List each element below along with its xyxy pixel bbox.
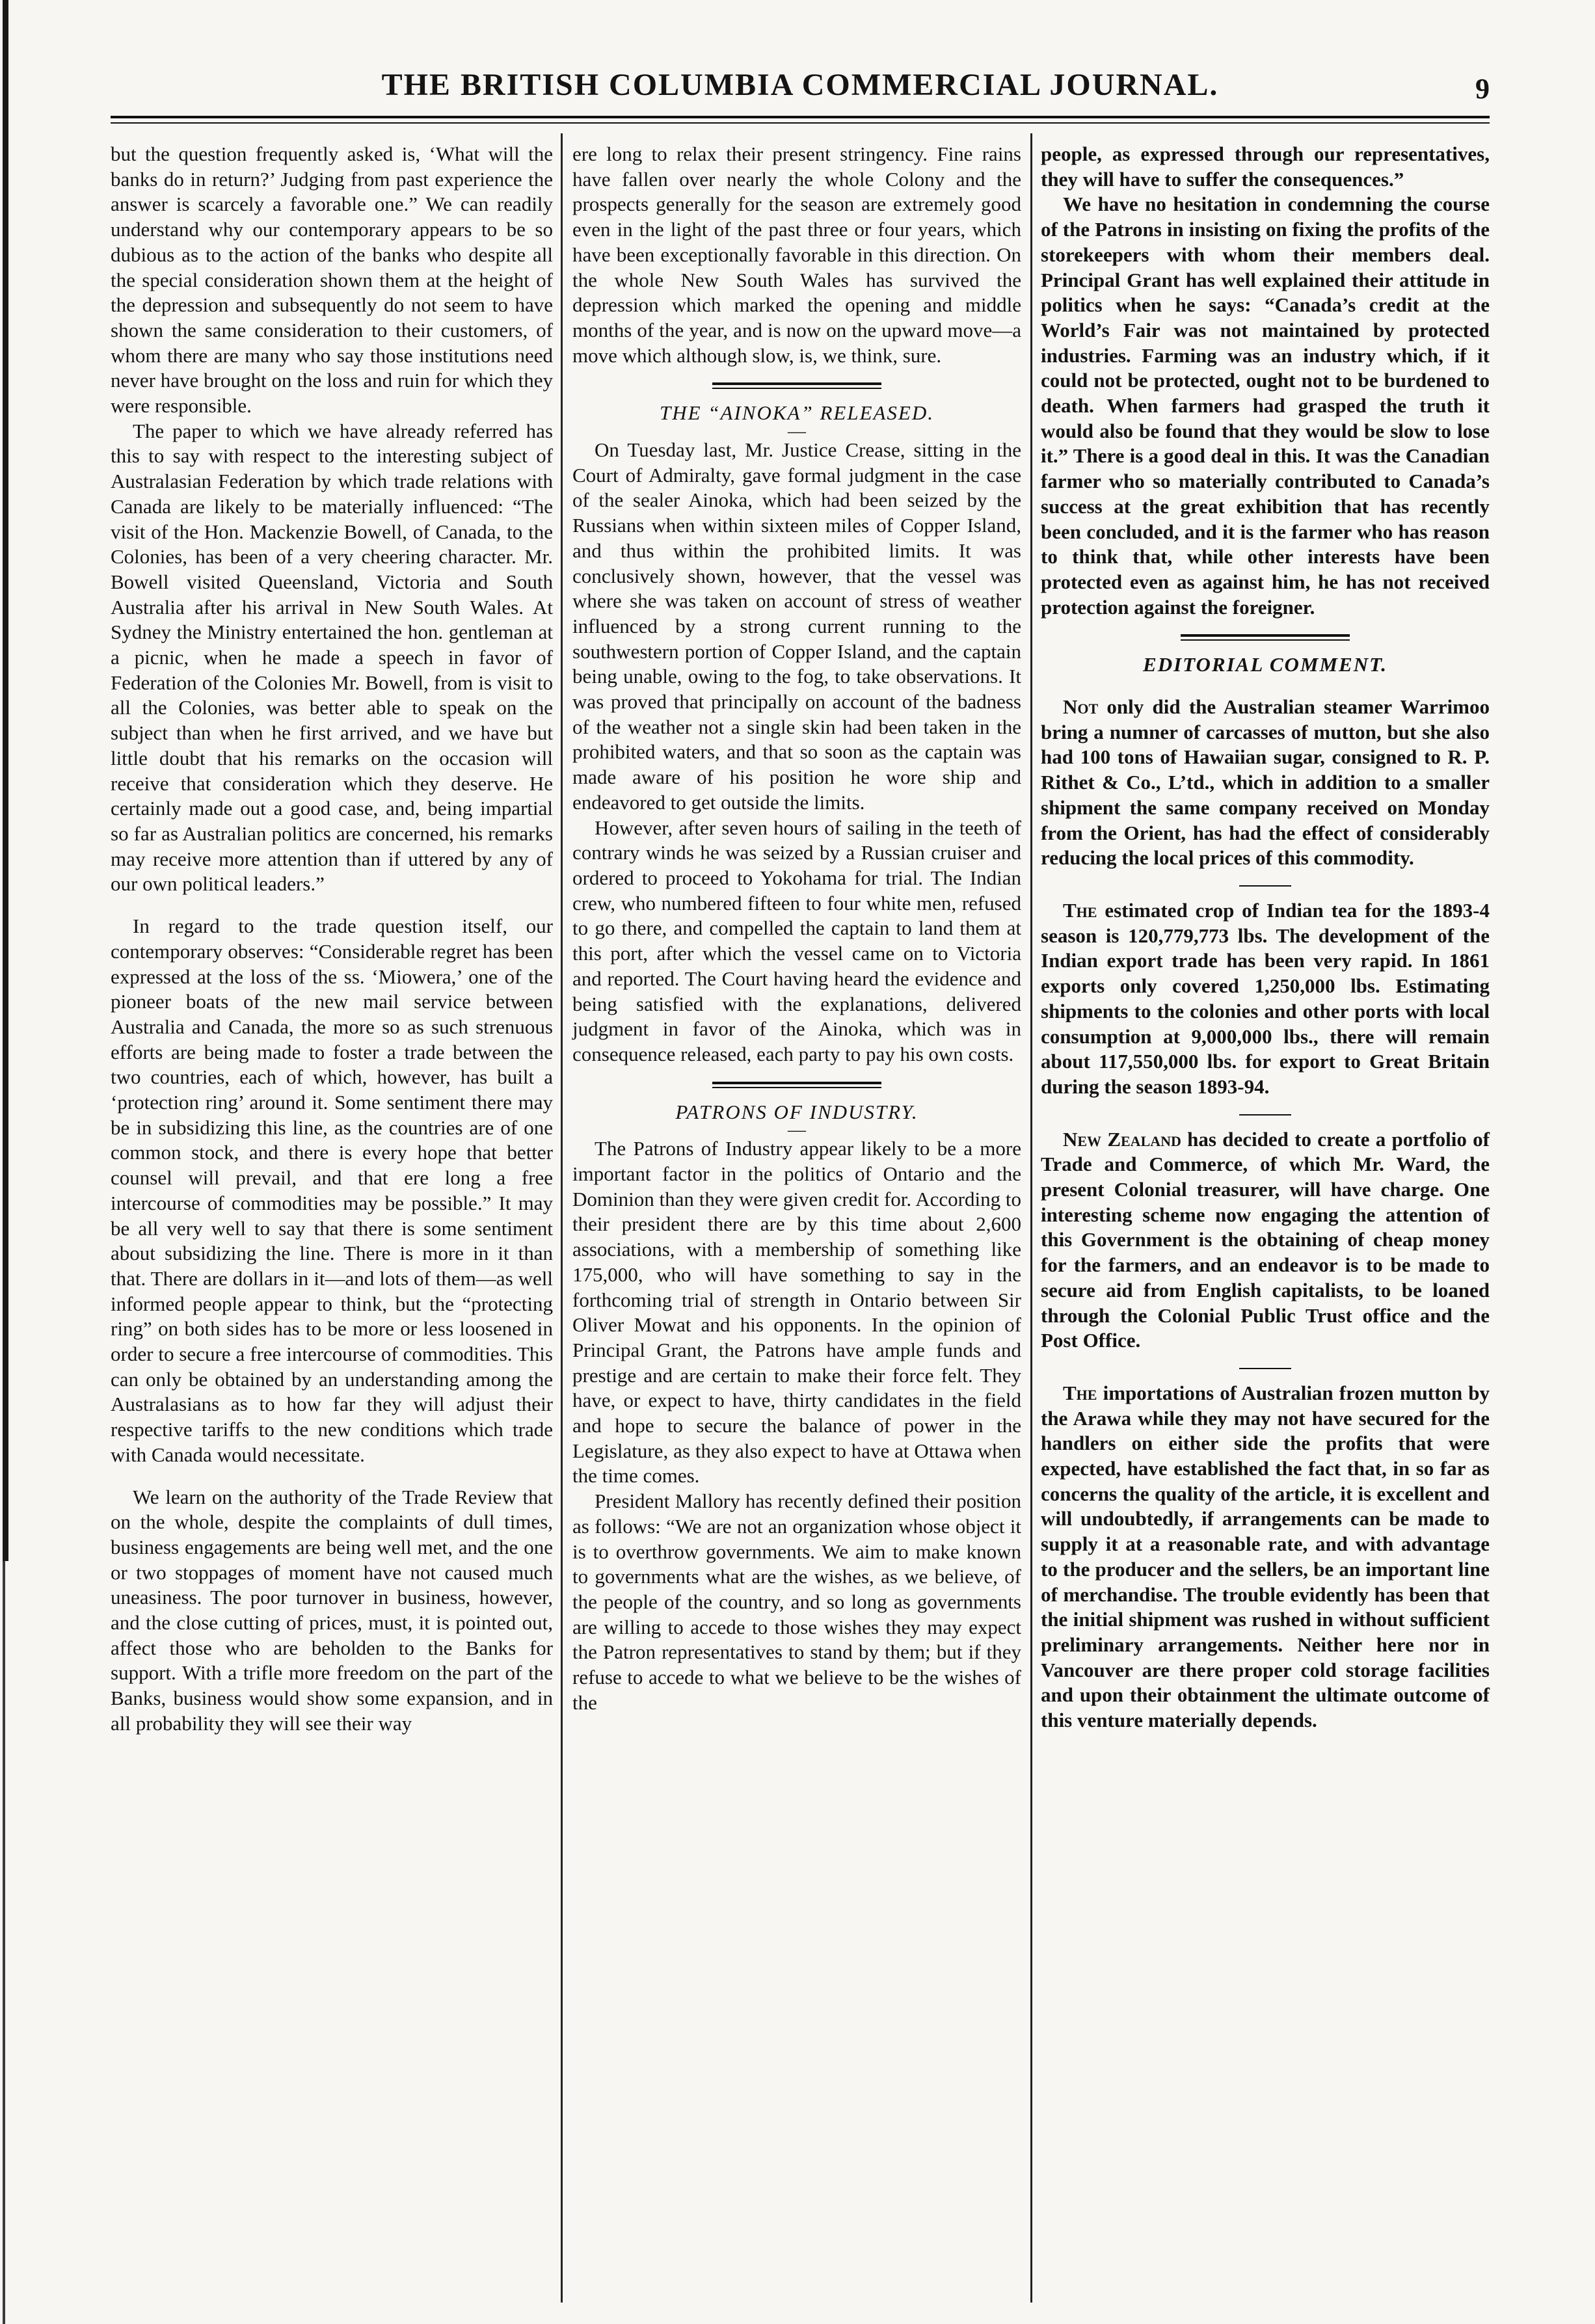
note-lead: Not	[1063, 695, 1099, 719]
section-separator	[712, 382, 881, 389]
column-3	[1041, 142, 1490, 1733]
headline-dash: —	[788, 1120, 806, 1141]
note-text: has decided to create a portfolio of Trade and Commerce, of which Mr. Ward, the present Colonial treasurer, will have charge. One interesting scheme now engaging the attention of this Government is the obtaining of cheap money for the farmers, and an endeavor is to be made to secure aid from English capitalists, to be loaned through the Colonial Public Trust office and the Post Office.	[1041, 1127, 1490, 1352]
headline-patrons: PATRONS OF INDUSTRY.	[675, 1100, 918, 1123]
note-text: only did the Australian steamer Warrimoo bring a numner of carcasses of mutton, but she also had 100 tons of Hawaiian sugar, consigned to R. P. Rithet & Co., L’td., which in addition to a smaller shipment the same company received on Monday from the Orient, has had the effect of considerably reducing the local prices of this commodity.	[1041, 695, 1490, 870]
col2-paragraph: President Mallory has recently defined their position as follows: “We are not an organization whose object it is to overthrow governments. We aim to make known to governments what are the wishes, as we believe, of the people of the country, and so long as governments are willing to accede to those wishes they may expect the Patron representatives to stand by them; but if they refuse to accede to what we believe to be the wishes of the	[572, 1489, 1021, 1714]
header-rule-thin	[111, 122, 1490, 124]
col1-paragraph: The paper to which we have already referred has this to say with respect to the interesting subject of Australasian Federation by which trade relations with Canada are likely to be materially influenced: “The visit of the Hon. Mackenzie Bowell, of Canada, to the Colonies, has been of a very cheering character. Mr. Bowell visited Queensland, Victoria and South Australia after his arrival in New South Wales. At Sydney the Ministry entertained the hon. gentleman at a picnic, when he made a speech in favor of Federation of the Colonies Mr. Bowell, from is visit to all the Colonies, was better able to speak on the subject than when he first arrived, and we have but little doubt that his remarks on the occasion will receive that consideration which they deserve. He certainly made out a good case, and, being impartial so far as Australian politics are concerned, his remarks may receive more attention than if uttered by any of our own political leaders.”	[111, 419, 553, 896]
note-lead: The	[1063, 898, 1097, 922]
col2-paragraph: ere long to relax their present stringency. Fine rains have fallen over nearly the whole Colony and the prospects generally for the season are extremely good even in the light of the past three or four years, which have been exceptionally favorable in this direction. On the whole New South Wales has survived the depression which marked the opening and middle months of the year, and is now on the upward move—a move which although slow, is, we think, sure.	[572, 142, 1021, 367]
note-text: estimated crop of Indian tea for the 1893-4 season is 120,779,773 lbs. The development of the Indian export trade has been very rapid. In 1861 exports only covered 1,250,000 lbs. Estimating shipments to the colonies and other ports with local consumption at 9,000,000 lbs., there will remain about 117,550,000 lbs. for export to Great Britain during the season 1893-94.	[1041, 898, 1490, 1098]
note-lead: New Zealand	[1063, 1127, 1181, 1151]
note-separator	[1239, 885, 1291, 887]
headline-ainoka: THE “AINOKA” RELEASED.	[659, 401, 935, 425]
note-separator	[1239, 1114, 1291, 1115]
column-2	[572, 142, 1021, 1715]
col1-paragraph: In regard to the trade question itself, our contemporary observes: “Considerable regret has been expressed at the loss of the ss. ‘Miowera,’ one of the pioneer boats of the new mail service between Australia and Canada, the more so as such strenuous efforts are being made to foster a trade between the two countries, each of which, however, has built a ‘protection ring’ around it. Some sentiment there may be in subsidizing this line, as the countries are of one common stock, and there is every hope that better counsel will prevail, and that ere long a free intercourse of commodities may be possible.” It may be all very well to say that there is some sentiment about subsidizing the line. There is more in it than that. There are dollars in it—and lots of them—as well informed people appear to think, but the “protecting ring” on both sides has to be more or less loosened in order to secure a free intercourse of commodities. This can only be obtained by an understanding among the Australasians as to how far they will adjust their respective tariffs to the new conditions which trade with Canada would necessitate.	[111, 915, 553, 1466]
col3-paragraph: We have no hesitation in condemning the course of the Patrons in insisting on fixing the profits of the storekeepers with whom their members deal. Principal Grant has well explained their attitude in politics when he says: “Canada’s credit at the World’s Fair was not maintained by protected industries. Farming was an industry which, if it could not be protected, ought not to be burdened to death. When farmers had grasped the truth it would also be found that they would be slow to lose it.” There is a good deal in this. It was the Canadian farmer who so materially contributed to Canada’s success at the great exhibition that has recently been concluded, and it is the farmer who has reason to think that, while other interests have been protected even as against him, he has not received protection against the foreigner.	[1041, 193, 1490, 619]
column-divider-right	[1030, 133, 1032, 2303]
page-edge-lower	[3, 1561, 5, 2324]
section-separator	[1181, 634, 1350, 641]
page-edge	[3, 0, 8, 1561]
note-text: importations of Australian frozen mutton by the Arawa while they may not have secured for the handlers on either side the profits that were expected, have established the fact that, in so far as concerns the quality of the article, it is excellent and will undoubtedly, if arrangements can be made to supply it at a reasonable rate, and with advantage to the producer and the sellers, be an important line of merchandise. The trouble evidently has been that the initial shipment was rushed in without sufficient preliminary arrangements. Neither here nor in Vancouver are there proper cold storage facilities and upon their obtainment the ultimate outcome of this venture materially depends.	[1041, 1381, 1490, 1732]
header-rule-thick	[111, 116, 1490, 118]
col2-paragraph: On Tuesday last, Mr. Justice Crease, sitting in the Court of Admiralty, gave formal judgment in the case of the sealer Ainoka, which had been seized by the Russians when within sixteen miles of Copper Island, and thus within the prohibited limits. It was conclusively shown, however, that the vessel was where she was taken on account of stress of weather influenced by a strong current running to the southwestern portion of Copper Island, and the captain being unable, owing to the fog, to take observations. It was proved that principally on account of the badness of the weather not a single skin had been taken in the prohibited waters, and that so soon as the captain was made aware of his position he wore ship and endeavored to get outside the limits.	[572, 438, 1021, 814]
col1-paragraph: We learn on the authority of the Trade Review that on the whole, despite the complaints of dull times, business engagements are being well met, and the one or two stoppages of moment have not caused much uneasiness. The poor turnover in business, however, and the close cutting of prices, must, it is pointed out, affect those who are beholden to the Banks for support. With a trifle more freedom on the part of the Banks, business would show some expansion, and in all probability they will see their way	[111, 1485, 553, 1735]
editorial-note	[1041, 695, 1490, 871]
section-separator	[712, 1082, 881, 1088]
editorial-note	[1041, 1381, 1490, 1733]
col2-paragraph: The Patrons of Industry appear likely to be a more important factor in the politics of Ontario and the Dominion than they were given credit for. According to their president there are by this time about 2,600 associations, with a membership of something like 175,000, who will have something to say in the forthcoming trial of strength in Ontario between Sir Oliver Mowat and his opponents. In the opinion of Principal Grant, the Patrons have ample funds and prestige and are certain to make their force felt. They have, or expect to have, thirty candidates in the field and hope to secure the balance of power in the Legislature, as they also expect to have at Ottawa when the time comes.	[572, 1137, 1021, 1488]
col3-paragraph: people, as expressed through our representatives, they will have to suffer the consequences.”	[1041, 142, 1490, 191]
column-1	[111, 142, 553, 1737]
headline-dash: —	[788, 421, 806, 442]
note-separator	[1239, 1368, 1291, 1369]
journal-title: THE BRITISH COLUMBIA COMMERCIAL JOURNAL.	[381, 68, 1219, 102]
column-divider-left	[561, 133, 563, 2303]
masthead	[111, 62, 1490, 114]
headline-editorial: EDITORIAL COMMENT.	[1143, 653, 1387, 676]
col2-paragraph: However, after seven hours of sailing in the teeth of contrary winds he was seized by a Russian cruiser and ordered to proceed to Yokohama for trial. The Indian crew, who numbered fifteen to four white men, refused to go there, and compelled the captain to land them at this port, after which the vessel came on to Victoria and reported. The Court having heard the evidence and being satisfied with the explanations, delivered judgment in favor of the Ainoka, which was in consequence released, each party to pay his own costs.	[572, 816, 1021, 1065]
note-lead: The	[1063, 1381, 1097, 1404]
editorial-note	[1041, 1127, 1490, 1354]
col1-paragraph: but the question frequently asked is, ‘What will the banks do in return?’ Judging from past experience the answer is scarcely a favorable one.” We can readily understand why our contemporary appears to be so dubious as to the action of the banks who despite all the special consideration shown them at the height of the depression and subsequently do not seem to have shown the same consideration to their customers, of whom there are many who say those institutions need never have brought on the loss and ruin for which they were responsible.	[111, 142, 553, 418]
editorial-note	[1041, 898, 1490, 1100]
page-number: 9	[1475, 73, 1490, 105]
